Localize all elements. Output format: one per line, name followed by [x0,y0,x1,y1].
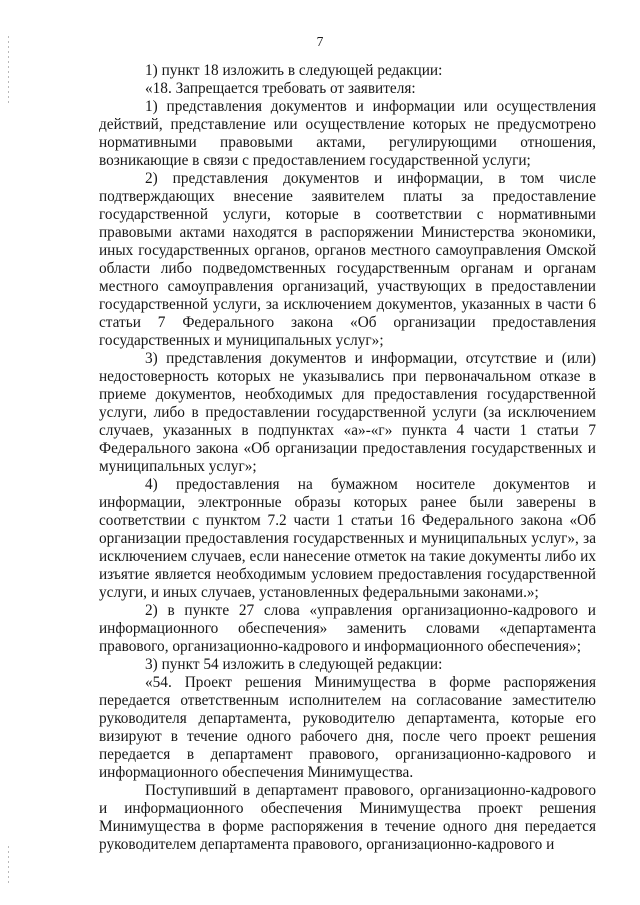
paragraph: Поступивший в департамент правового, организационно-кадрового и информационного обеспечения Минимущества проект решения Минимущества в форме распоряжения в течение одного дня передается руководителем департамента правового, организационно-кадрового и [99,782,596,853]
scan-edge-mark [8,846,9,886]
paragraph: «54. Проект решения Минимущества в форме распоряжения передается ответственным исполнителем на согласование заместителю руководителя департамента, руководителю департамента, которые его визируют в течение одного рабочего дня, после чего проект решения передается в департамент правового, организационно-кадрового и информационного обеспечения Минимущества. [99,674,596,781]
page-number: 7 [316,34,324,49]
paragraph: 3) представления документов и информации, отсутствие и (или) недостоверность которых не указывались при первоначальном отказе в приеме документов, необходимых для предоставления государственной услуги, либо в предоставлении государственной услуги (за исключением случаев, указанных в подпунктах «а»-«г» пункта 4 части 1 статьи 7 Федерального закона «Об организации предоставления государственных и муниципальных услуг»; [99,350,596,475]
paragraph: 3) пункт 54 изложить в следующей редакции: [145,656,443,673]
paragraph: 1) представления документов и информации или осуществления действий, представление или осуществление которых не предусмотрено нормативными правовыми актами, регулирующими отношения, возникающие в связи с предоставлением государственной услуги; [99,98,596,169]
document-body [99,62,596,854]
paragraph: 2) в пункте 27 слова «управления организационно-кадрового и информационного обеспечения» заменить словами «департамента правового, организационно-кадрового и информационного обеспечения»; [99,602,596,655]
paragraph: 1) пункт 18 изложить в следующей редакции: [145,62,443,79]
paragraph: 2) представления документов и информации, в том числе подтверждающих внесение заявителем платы за предоставление государственной услуги, которые в соответствии с нормативными правовыми актами находятся в распоряжении Министерства экономики, иных государственных органов, органов местного самоуправления Омской области либо подведомственных государственным органам и органам местного самоуправления организаций, участвующих в предоставлении государственной услуги, за исключением документов, указанных в части 6 статьи 7 Федерального закона «Об организации предоставления государственных и муниципальных услуг»; [99,170,596,349]
paragraph: 4) предоставления на бумажном носителе документов и информации, электронные образы которых ранее были заверены в соответствии с пунктом 7.2 части 1 статьи 16 Федерального закона «Об организации предоставления государственных и муниципальных услуг», за исключением случаев, если нанесение отметок на такие документы либо их изъятие является необходимым условием предоставления государственной услуги, и иных случаев, установленных федеральными законами.»; [99,476,596,601]
paragraph: «18. Запрещается требовать от заявителя: [145,80,416,97]
